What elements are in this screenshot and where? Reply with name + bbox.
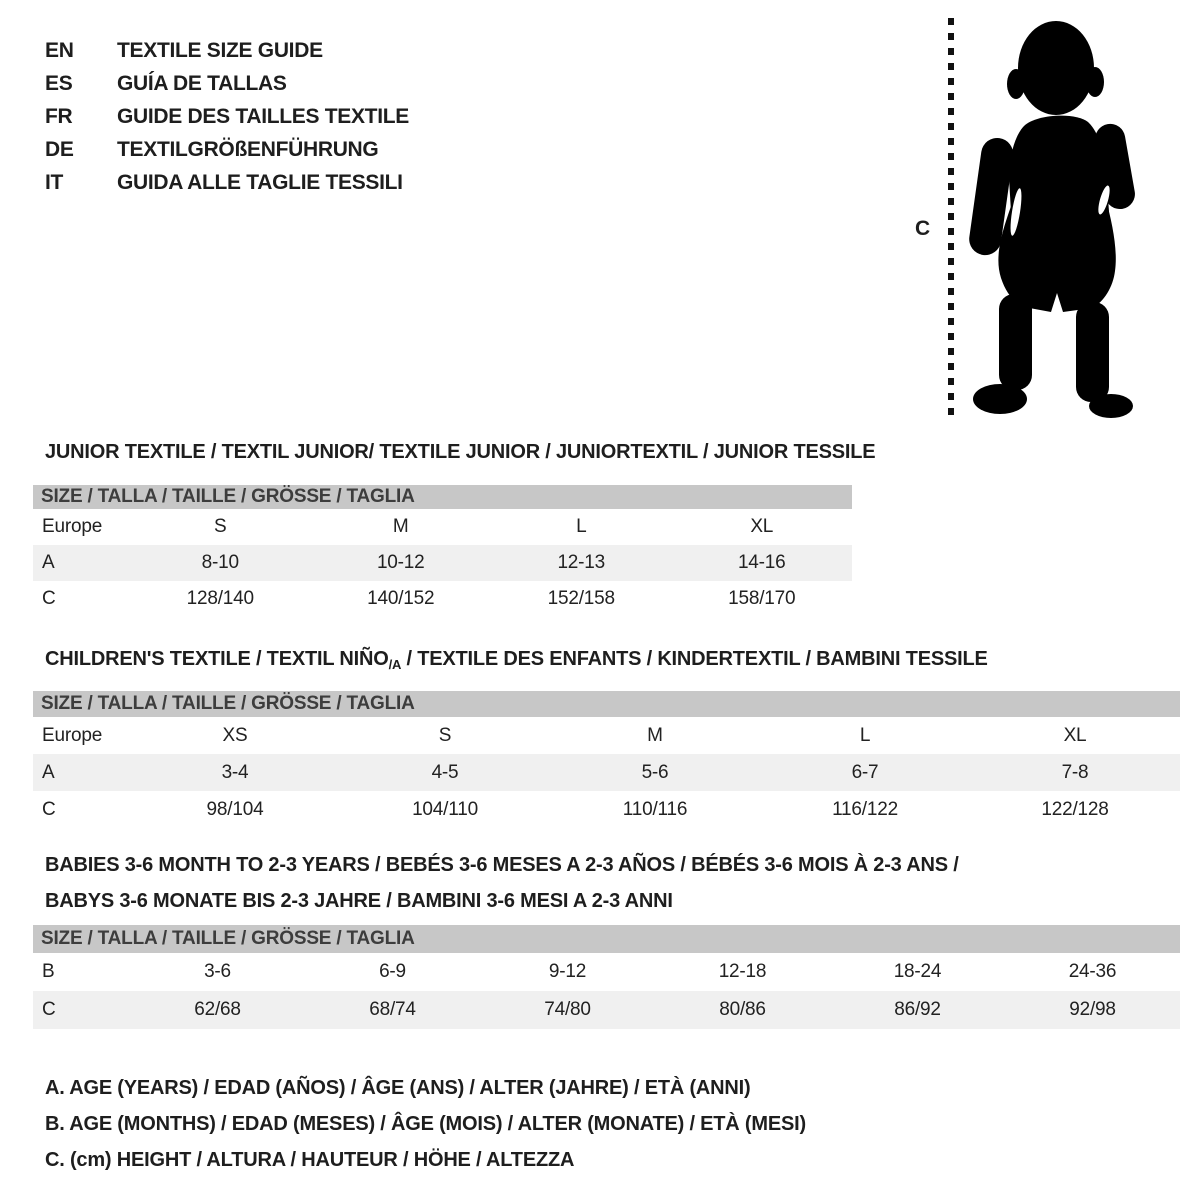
value-cell: 14-16 [737, 552, 786, 573]
measurement-legend [45, 1070, 806, 1178]
size-header-label: SIZE / TALLA / TAILLE / GRÖSSE / TAGLIA [41, 486, 415, 507]
value-cell: 104/110 [412, 798, 478, 820]
region-label: Europe [42, 516, 103, 537]
size-header-bar [33, 691, 1180, 717]
section-title [45, 847, 959, 919]
value-cell: 7-8 [1061, 761, 1089, 783]
size-table-1 [33, 691, 1180, 828]
size-column-header: L [576, 516, 587, 537]
row-label: C [42, 999, 56, 1020]
language-code: IT [45, 170, 64, 194]
value-cell: 110/116 [622, 798, 688, 820]
value-cell: 10-12 [376, 552, 425, 573]
value-cell: 12-13 [557, 552, 606, 573]
height-measure-line [948, 18, 954, 415]
region-label: Europe [42, 724, 103, 746]
size-column-header: M [647, 724, 663, 746]
value-cell: 12-18 [718, 961, 767, 982]
value-cell: 4-5 [431, 761, 459, 783]
language-row [45, 34, 409, 67]
value-cell: 92/98 [1069, 999, 1116, 1020]
row-label: B [42, 961, 55, 982]
language-row [45, 133, 409, 166]
value-cell: 8-10 [201, 552, 239, 573]
value-cell: 24-36 [1068, 961, 1117, 982]
value-cell: 62/68 [194, 999, 241, 1020]
value-cell: 5-6 [641, 761, 669, 783]
size-table-2 [33, 925, 1180, 1029]
language-row [45, 166, 409, 199]
language-code: FR [45, 104, 73, 128]
value-cell: 98/104 [206, 798, 264, 820]
size-column-header: S [438, 724, 452, 746]
value-cell: 68/74 [369, 999, 416, 1020]
value-cell: 122/128 [1041, 798, 1109, 820]
section-title-text: / TEXTILE DES ENFANTS / KINDERTEXTIL / BAMBINI TESSILE [401, 648, 988, 670]
size-columns-row [33, 509, 852, 545]
value-cell: 18-24 [893, 961, 942, 982]
size-header-label: SIZE / TALLA / TAILLE / GRÖSSE / TAGLIA [41, 693, 415, 714]
row-label: C [42, 798, 56, 820]
value-cell: 3-4 [221, 761, 249, 783]
section-title-line [45, 847, 959, 883]
value-cell: 116/122 [832, 798, 898, 820]
section-title-text: BABYS 3-6 MONATE BIS 2-3 JAHRE / BAMBINI 3-6 MESI A 2-3 ANNI [45, 890, 673, 912]
legend-line: B. AGE (MONTHS) / EDAD (MESES) / ÂGE (MOIS) / ALTER (MONATE) / ETÀ (MESI) [45, 1113, 806, 1135]
section-title-line [45, 434, 875, 470]
language-title: GUIDA ALLE TAGLIE TESSILI [117, 170, 403, 194]
legend-line: A. AGE (YEARS) / EDAD (AÑOS) / ÂGE (ANS) / ALTER (JAHRE) / ETÀ (ANNI) [45, 1077, 751, 1099]
language-code: ES [45, 71, 73, 95]
table-row [33, 545, 852, 581]
language-row [45, 100, 409, 133]
section-title-text: CHILDREN'S TEXTILE / TEXTIL NIÑO [45, 648, 389, 670]
section-title-line [45, 641, 988, 683]
toddler-silhouette-icon [966, 16, 1142, 418]
row-label: A [42, 552, 55, 573]
value-cell: 152/158 [547, 588, 615, 609]
size-header-label: SIZE / TALLA / TAILLE / GRÖSSE / TAGLIA [41, 928, 415, 949]
table-row [33, 754, 1180, 791]
size-column-header: S [214, 516, 227, 537]
section-title-text: /A [388, 657, 402, 672]
size-header-bar [33, 485, 852, 509]
size-column-header: M [392, 516, 409, 537]
value-cell: 6-7 [851, 761, 879, 783]
language-title: TEXTILE SIZE GUIDE [117, 38, 323, 62]
size-columns-row [33, 717, 1180, 754]
legend-line: C. (cm) HEIGHT / ALTURA / HAUTEUR / HÖHE / ALTEZZA [45, 1149, 575, 1171]
row-label: C [42, 588, 56, 609]
table-row [33, 991, 1180, 1029]
language-code: EN [45, 38, 74, 62]
table-row [33, 953, 1180, 991]
language-row [45, 67, 409, 100]
row-label: A [42, 761, 55, 783]
section-title [45, 641, 988, 683]
size-column-header: XL [1063, 724, 1087, 746]
language-code: DE [45, 137, 74, 161]
language-title-list [45, 34, 409, 199]
value-cell: 158/170 [728, 588, 796, 609]
value-cell: 80/86 [719, 999, 766, 1020]
language-title: TEXTILGRÖßENFÜHRUNG [117, 137, 379, 161]
value-cell: 3-6 [204, 961, 231, 982]
table-row [33, 581, 852, 617]
value-cell: 74/80 [544, 999, 591, 1020]
value-cell: 128/140 [186, 588, 254, 609]
size-header-bar [33, 925, 1180, 953]
size-column-header: L [859, 724, 871, 746]
section-title-text: JUNIOR TEXTILE / TEXTIL JUNIOR/ TEXTILE JUNIOR / JUNIORTEXTIL / JUNIOR TESSILE [45, 441, 876, 463]
table-row [33, 791, 1180, 828]
size-table-0 [33, 485, 852, 617]
section-title-line [45, 883, 959, 919]
value-cell: 9-12 [548, 961, 587, 982]
language-title: GUÍA DE TALLAS [117, 71, 287, 95]
value-cell: 86/92 [894, 999, 941, 1020]
size-column-header: XL [750, 516, 774, 537]
section-title-text: BABIES 3-6 MONTH TO 2-3 YEARS / BEBÉS 3-6 MESES A 2-3 AÑOS / BÉBÉS 3-6 MOIS À 2-3 ANS / [45, 854, 959, 876]
size-column-header: XS [222, 724, 248, 746]
value-cell: 140/152 [367, 588, 435, 609]
value-cell: 6-9 [379, 961, 406, 982]
height-measure-label: C [915, 217, 931, 240]
section-title [45, 434, 875, 470]
language-title: GUIDE DES TAILLES TEXTILE [117, 104, 409, 128]
